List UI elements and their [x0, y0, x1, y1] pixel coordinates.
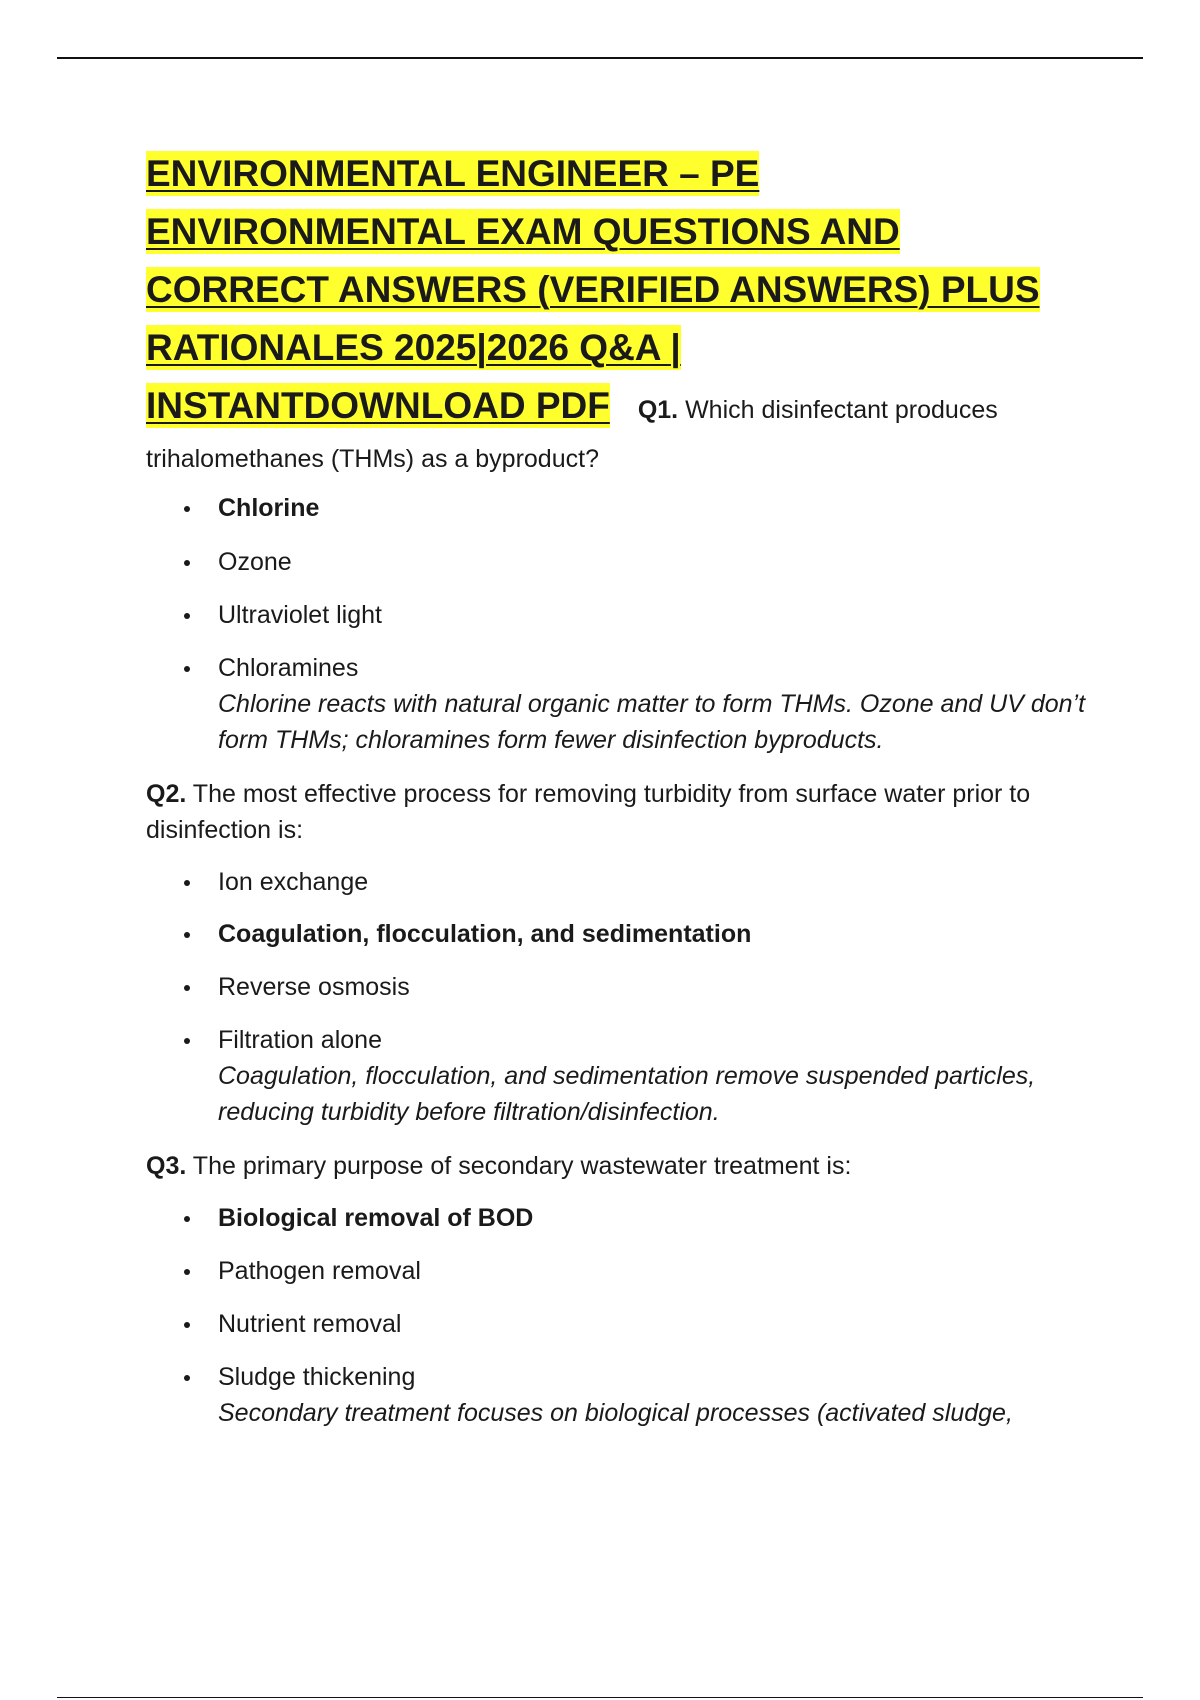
bullet-icon — [184, 666, 190, 672]
question-3-text — [146, 1148, 1086, 1184]
option-text: Nutrient removal — [218, 1310, 402, 1338]
option-text: Coagulation, flocculation, and sedimentation — [218, 920, 752, 948]
option-text: Pathogen removal — [218, 1257, 421, 1285]
title-line-4: RATIONALES 2025|2026 Q&A | — [146, 327, 681, 368]
question-1-text-inline: Which disinfectant produces — [685, 396, 998, 424]
question-3-options — [146, 1200, 1086, 1431]
question-3-option — [146, 1359, 1086, 1431]
question-1-text-continued: trihalomethanes (THMs) as a byproduct? — [146, 445, 599, 473]
title-line-3: CORRECT ANSWERS (VERIFIED ANSWERS) PLUS — [146, 269, 1040, 310]
bullet-icon — [184, 613, 190, 619]
question-2-text — [146, 776, 1086, 848]
bullet-icon — [184, 880, 190, 886]
question-2-body: The most effective process for removing turbidity from surface water prior to disinfection is: — [146, 780, 1031, 844]
question-2-label: Q2. — [146, 780, 187, 808]
question-1-label: Q1. — [637, 396, 679, 424]
question-1-option — [146, 650, 1086, 758]
question-2-option — [146, 1022, 1086, 1130]
question-3-body: The primary purpose of secondary wastewater treatment is: — [192, 1152, 852, 1180]
question-2-options — [146, 864, 1086, 1130]
title-line-2: ENVIRONMENTAL EXAM QUESTIONS AND — [146, 211, 900, 252]
bullet-icon — [184, 1375, 190, 1381]
option-text: Chlorine — [218, 494, 320, 522]
question-3-option — [146, 1253, 1086, 1289]
option-text: Sludge thickening — [218, 1363, 416, 1391]
option-text: Ozone — [218, 548, 292, 576]
question-1-options — [146, 490, 1086, 758]
header-rule — [57, 57, 1143, 59]
option-text: Reverse osmosis — [218, 973, 410, 1001]
question-2-option-correct — [146, 916, 1086, 952]
bullet-icon — [184, 932, 190, 938]
option-text: Ultraviolet light — [218, 601, 382, 629]
option-text: Chloramines — [218, 654, 359, 682]
question-1-text — [638, 396, 998, 424]
bullet-icon — [184, 506, 190, 512]
footer-rule — [57, 1697, 1143, 1698]
question-1-rationale: Chlorine reacts with natural organic matter to form THMs. Ozone and UV don’t form THMs; chloramines form fewer disinfection byproducts. — [218, 690, 1086, 754]
question-2-option — [146, 864, 1086, 900]
bullet-icon — [184, 1038, 190, 1044]
question-1-option-correct — [146, 490, 1086, 526]
bullet-icon — [184, 1216, 190, 1222]
question-1-option — [146, 597, 1086, 633]
bullet-icon — [184, 560, 190, 566]
question-2-option — [146, 969, 1086, 1005]
question-2-rationale: Coagulation, flocculation, and sedimentation remove suspended particles, reducing turbidity before filtration/disinfection. — [218, 1062, 1036, 1126]
bullet-icon — [184, 1269, 190, 1275]
bullet-icon — [184, 985, 190, 991]
question-3-rationale: Secondary treatment focuses on biological processes (activated sludge, — [218, 1399, 1013, 1427]
title-line-1: ENVIRONMENTAL ENGINEER – PE — [146, 153, 760, 194]
question-3-option — [146, 1306, 1086, 1342]
question-3-option-correct — [146, 1200, 1086, 1236]
title-line-5: INSTANTDOWNLOAD PDF — [146, 385, 610, 426]
document-title — [146, 145, 1086, 439]
option-text: Ion exchange — [218, 868, 369, 896]
question-3-label: Q3. — [146, 1152, 187, 1180]
option-text: Biological removal of BOD — [218, 1204, 534, 1232]
option-text: Filtration alone — [218, 1026, 382, 1054]
document-body — [146, 145, 1086, 1431]
bullet-icon — [184, 1322, 190, 1328]
question-1-option — [146, 544, 1086, 580]
